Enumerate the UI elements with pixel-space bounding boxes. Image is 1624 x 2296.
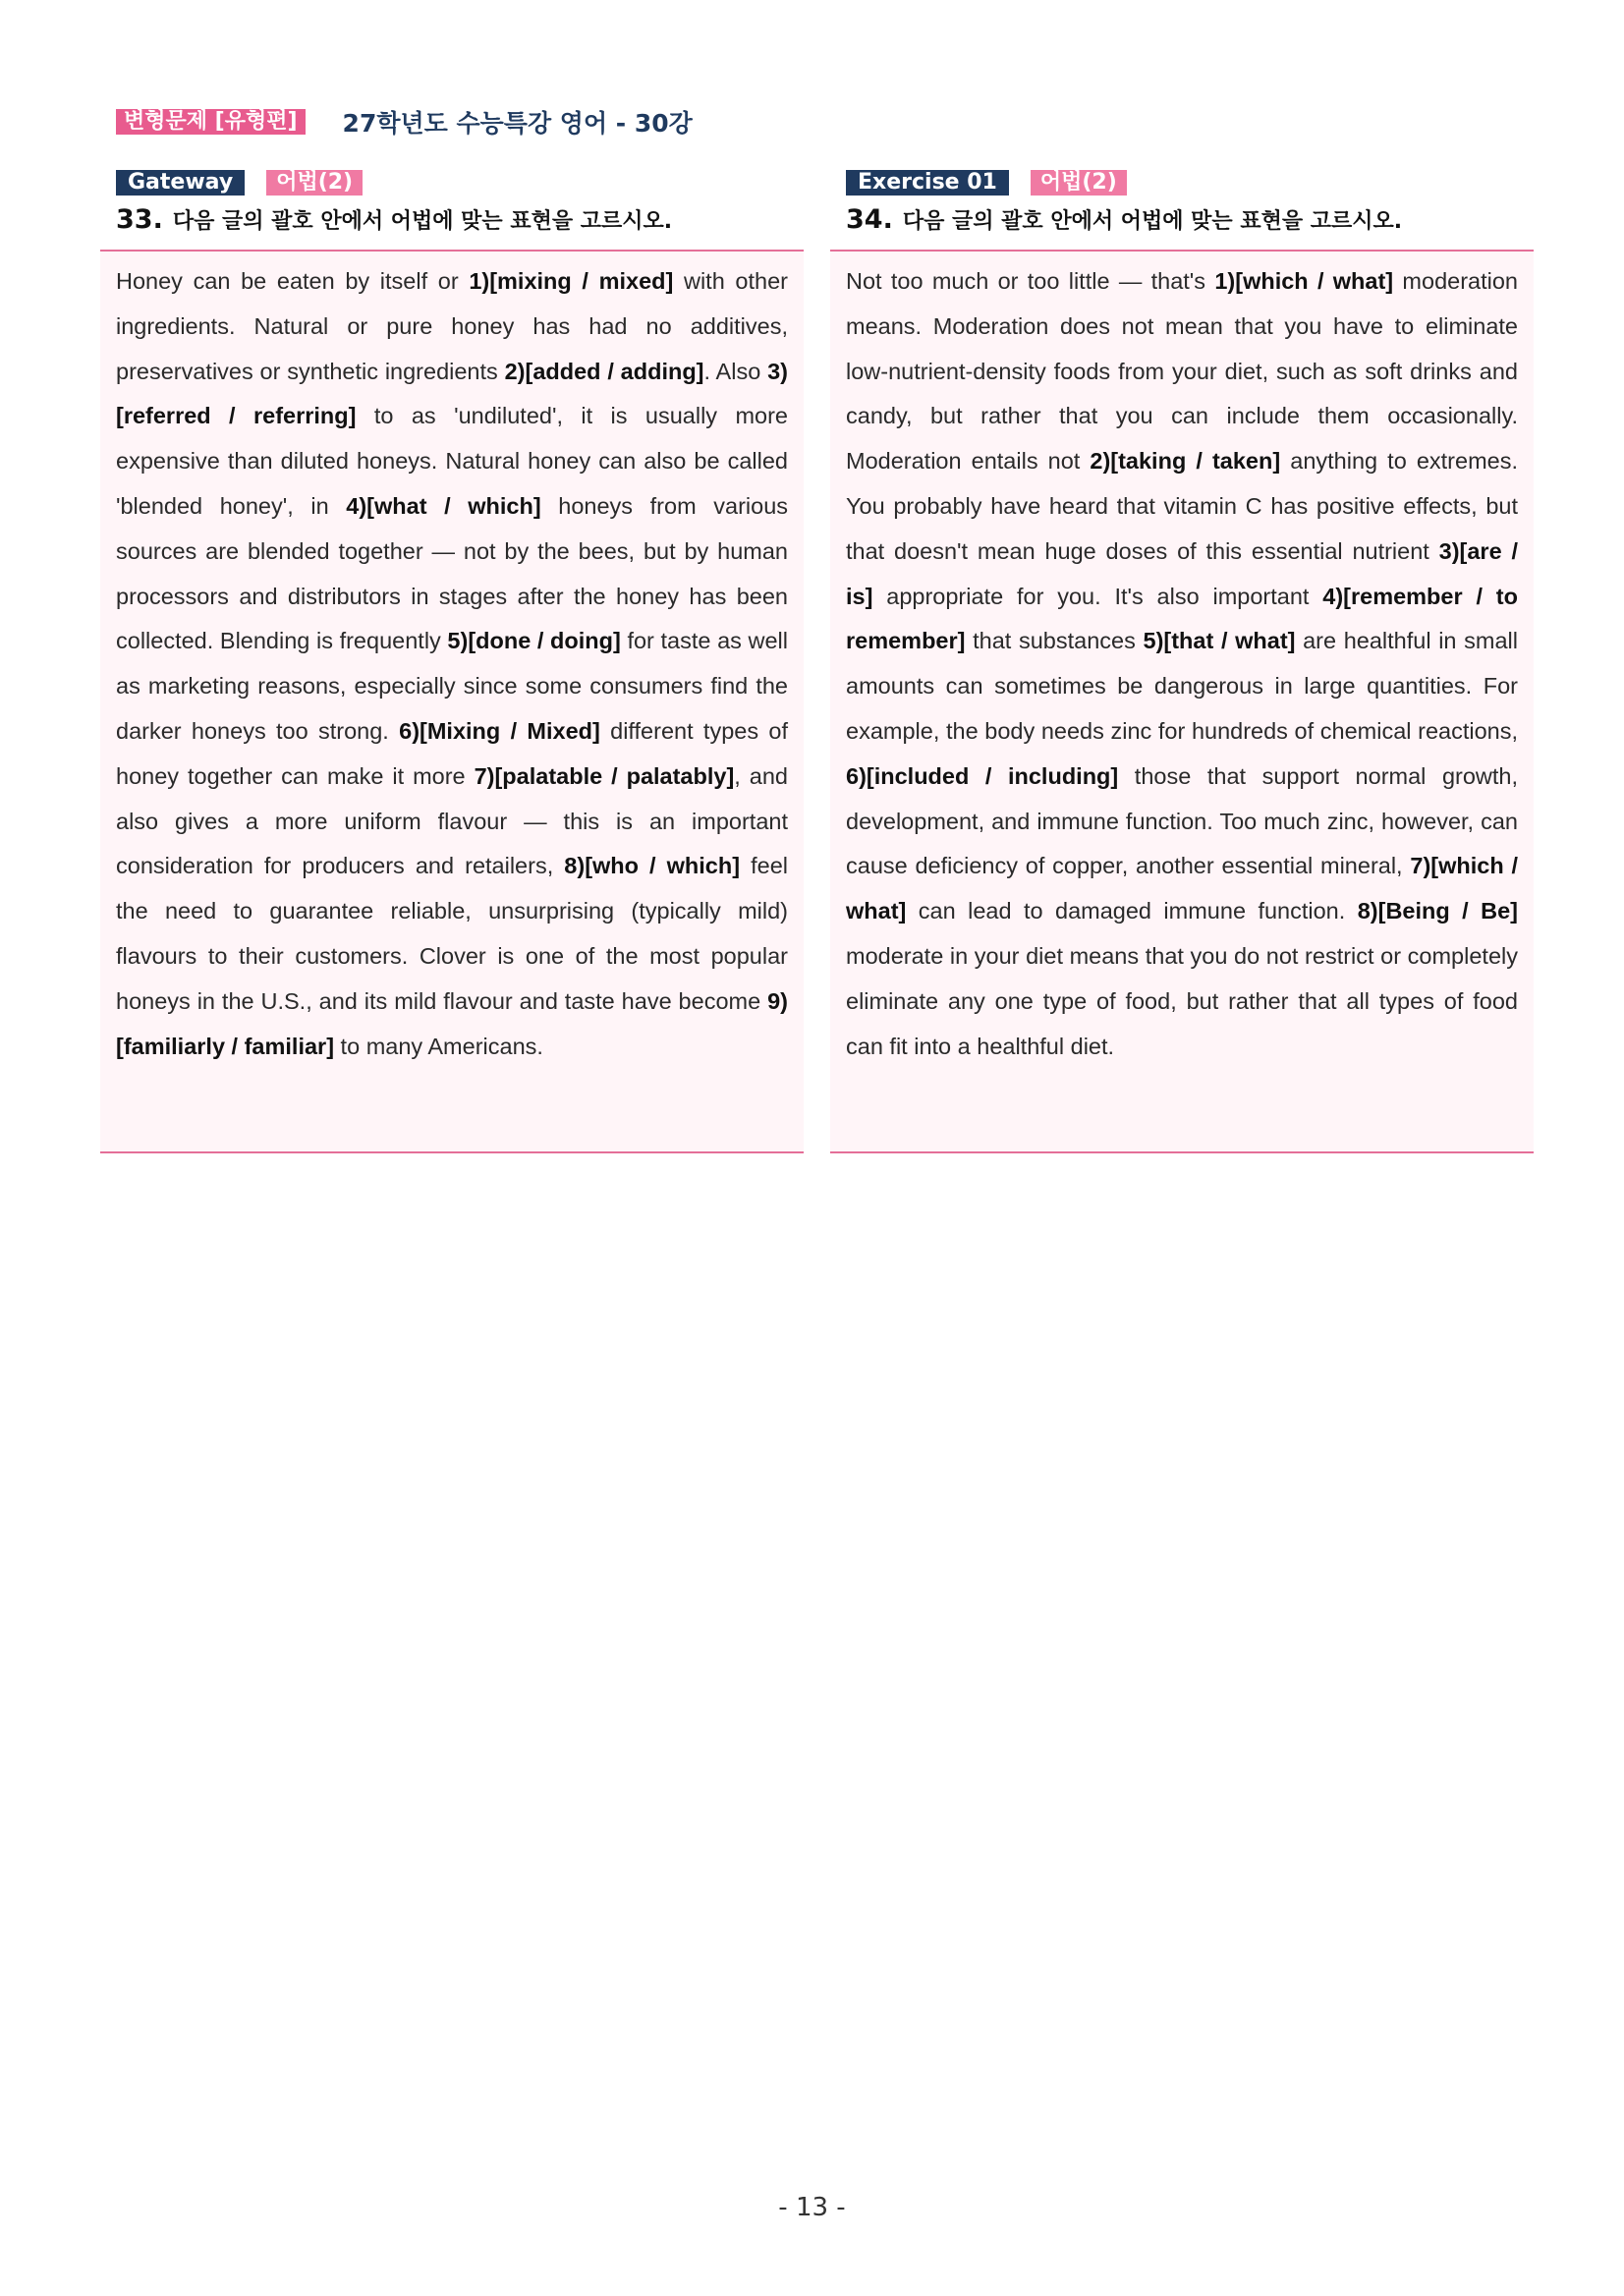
right-label-row — [846, 169, 1534, 196]
question-number: 33. — [116, 204, 163, 235]
answer-choice: 2)[added / adding] — [504, 358, 704, 384]
passage-34 — [846, 259, 1518, 1069]
passage-text: , and also gives a more uniform flavour — this is an important consideration for producers and retailers, — [116, 762, 788, 879]
answer-choice: 7)[palatable / palatably] — [474, 762, 735, 789]
answer-choice: 2)[taking / taken] — [1090, 448, 1281, 475]
answer-choice: 1)[mixing / mixed] — [469, 268, 674, 294]
section-badge: 변형문제 [유형편] — [116, 109, 306, 135]
answer-choice: 6)[included / including] — [846, 762, 1119, 789]
left-category-label: 어법(2) — [266, 170, 363, 196]
page-header — [116, 104, 693, 140]
passage-text: to many Americans. — [334, 1033, 543, 1059]
passage-text: that substances — [965, 628, 1144, 654]
page-number: - 13 - — [778, 2193, 846, 2222]
passage-text: . Also — [703, 358, 768, 384]
passage-text: Not too much or too little — that's — [846, 268, 1215, 294]
passage-text: those that support normal growth, development, and immune function. Too much zinc, however, can cause deficiency of copper, another essential mineral, — [846, 762, 1519, 879]
passage-box-34 — [830, 250, 1534, 1153]
answer-choice: 4)[remember / to remember] — [846, 583, 1518, 654]
answer-choice: 3)[are / is] — [846, 537, 1518, 609]
gateway-label: Gateway — [116, 170, 245, 196]
question-instruction: 다음 글의 괄호 안에서 어법에 맞는 표현을 고르시오. — [172, 209, 673, 234]
passage-text: appropriate for you. It's also important — [872, 583, 1323, 609]
passage-box-33 — [100, 250, 804, 1153]
passage-text: for taste as well as marketing reasons, especially since some consumers find the darker honeys too strong. — [116, 628, 788, 744]
left-column — [100, 169, 804, 1153]
answer-choice: 5)[done / doing] — [447, 628, 621, 654]
passage-text: are healthful in small amounts can sometimes be dangerous in large quantities. For example, the body needs zinc for hundreds of chemical reactions, — [846, 628, 1518, 744]
passage-text: moderation means. Moderation does not mean that you have to eliminate low-nutrient-density foods from your diet, such as soft drinks and candy, but rather that you can include them occasionally. Moderation entails not — [846, 268, 1518, 475]
passage-33 — [116, 259, 788, 1069]
answer-choice: 4)[what / which] — [346, 492, 541, 519]
question-33-heading — [116, 204, 804, 244]
answer-choice: 7)[which / what] — [846, 853, 1518, 924]
answer-choice: 5)[that / what] — [1143, 628, 1296, 654]
question-34-heading — [846, 204, 1534, 244]
passage-text: honeys from various sources are blended together — not by the bees, but by human processors and distributors in stages after the honey has been collected. Blending is frequently — [116, 492, 789, 654]
answer-choice: 8)[who / which] — [564, 853, 741, 879]
right-category-label: 어법(2) — [1031, 170, 1127, 196]
answer-choice: 8)[Being / Be] — [1357, 898, 1518, 924]
passage-text: Honey can be eaten by itself or — [116, 268, 470, 294]
answer-choice: 9)[familiarly / familiar] — [116, 987, 788, 1059]
left-label-row — [116, 169, 804, 196]
passage-text: can lead to damaged immune function. — [906, 898, 1358, 924]
passage-text: feel the need to guarantee reliable, unsurprising (typically mild) flavours to their customers. Clover is one of the most popular honeys in the U.S., and its mild flavour and taste have become — [116, 853, 789, 1014]
question-instruction: 다음 글의 괄호 안에서 어법에 맞는 표현을 고르시오. — [902, 209, 1403, 234]
passage-text: to as 'undiluted', it is usually more expensive than diluted honeys. Natural honey can also be called 'blended honey', in — [116, 403, 788, 519]
passage-text: different types of honey together can make it more — [116, 717, 788, 789]
page-title: 27학년도 수능특강 영어 - 30강 — [342, 109, 693, 138]
exercise-label: Exercise 01 — [846, 170, 1009, 196]
answer-choice: 3)[referred / referring] — [116, 358, 788, 429]
passage-text: anything to extremes. You probably have heard that vitamin C has positive effects, but that doesn't mean huge doses of this essential nutrient — [846, 448, 1519, 564]
passage-text: moderate in your diet means that you do not restrict or completely eliminate any one type of food, but rather that all types of food can fit into a healthful diet. — [846, 942, 1518, 1059]
answer-choice: 1)[which / what] — [1214, 268, 1394, 294]
right-column — [830, 169, 1534, 1153]
answer-choice: 6)[Mixing / Mixed] — [399, 717, 600, 744]
passage-text: with other ingredients. Natural or pure honey has had no additives, preservatives or synthetic ingredients — [116, 268, 788, 384]
question-number: 34. — [846, 204, 893, 235]
